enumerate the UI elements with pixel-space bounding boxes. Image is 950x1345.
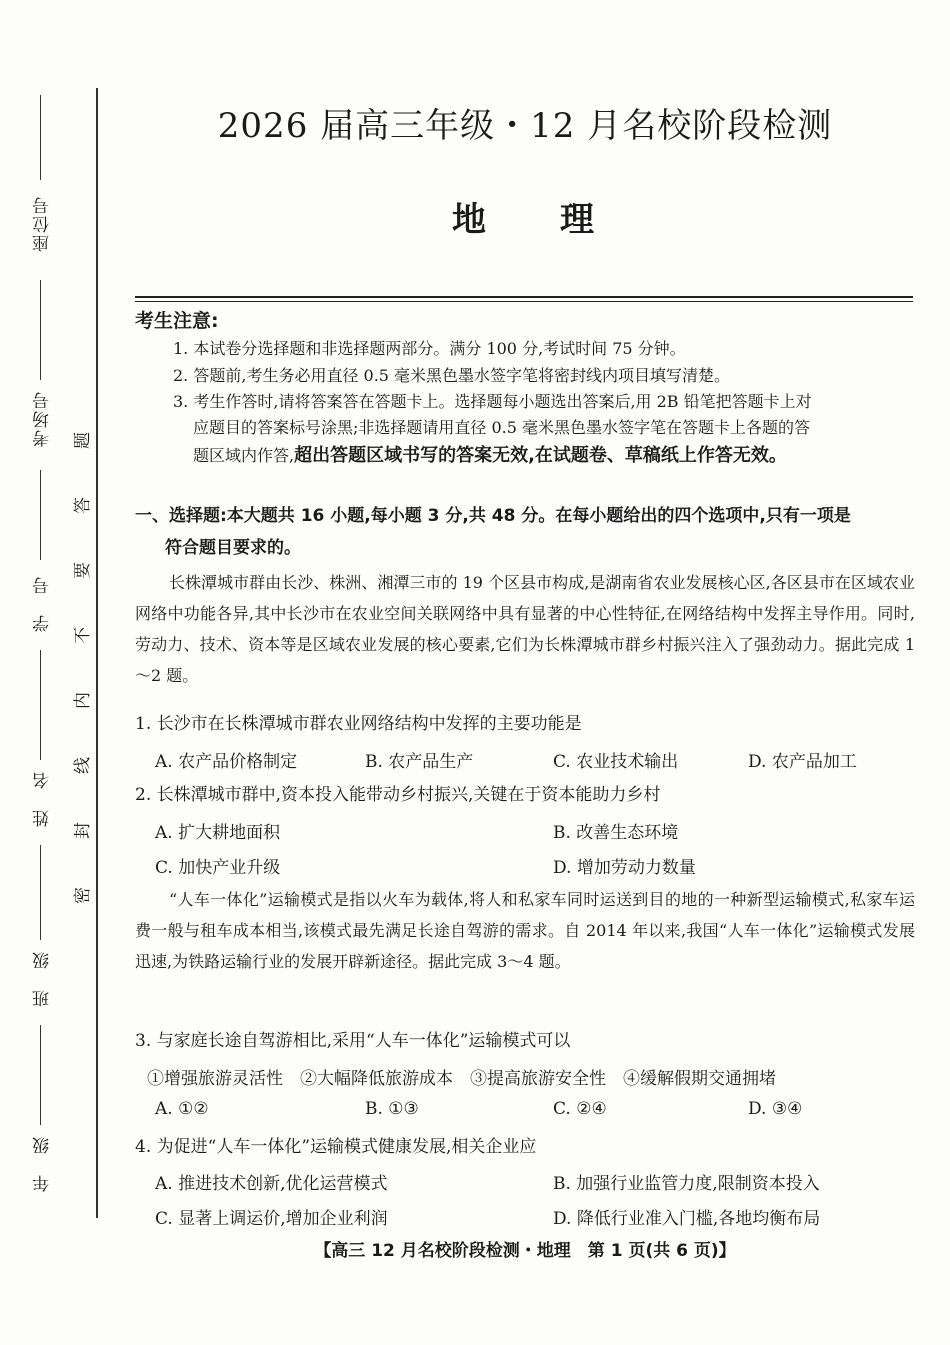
- seal-char: 题: [72, 432, 93, 449]
- q1-option-b: B. 农产品生产: [365, 752, 474, 772]
- q1-option-c: C. 农业技术输出: [553, 752, 679, 772]
- exam-title: 2026 届高三年级・12 月名校阶段检测: [217, 106, 833, 146]
- class-label: 班 级: [33, 950, 53, 1007]
- question-4-stem: 4. 为促进“人车一体化”运输模式健康发展,相关企业应: [135, 1137, 537, 1157]
- subject-title: [135, 192, 915, 241]
- subject-char-1: 地: [452, 200, 490, 240]
- divider-thin: [135, 301, 913, 302]
- q3-statements: ①增强旅游灵活性 ②大幅降低旅游成本 ③提高旅游安全性 ④缓解假期交通拥堵: [147, 1069, 776, 1089]
- section-1-line-1: 一、选择题:本大题共 16 小题,每小题 3 分,共 48 分。在每小题给出的四个选项中,只有一项是: [135, 506, 851, 526]
- q2-option-c: C. 加快产业升级: [155, 858, 281, 878]
- room-label: 考场号: [33, 390, 53, 447]
- question-2-stem: 2. 长株潭城市群中,资本投入能带动乡村振兴,关键在于资本能助力乡村: [135, 785, 661, 805]
- student-id-label: 学 号: [33, 575, 53, 632]
- q2-option-a: A. 扩大耕地面积: [155, 823, 281, 843]
- name-label: 姓 名: [33, 770, 53, 827]
- notice-item-1: 1. 本试卷分选择题和非选择题两部分。满分 100 分,考试时间 75 分钟。: [173, 339, 686, 358]
- grade-label: 年 级: [33, 1135, 53, 1192]
- binding-margin: [0, 0, 100, 1345]
- section-1-line-2: 符合题目要求的。: [165, 538, 301, 558]
- divider-thick: [135, 296, 913, 298]
- seal-char: 内: [72, 692, 93, 709]
- notice-item-3-line-1: 3. 考生作答时,请将答案答在答题卡上。选择题每小题选出答案后,用 2B 铅笔把答题卡上对: [173, 392, 812, 411]
- seal-char: 线: [72, 757, 93, 774]
- q3-option-d: D. ③④: [748, 1099, 803, 1119]
- q1-option-d: D. 农产品加工: [748, 752, 857, 772]
- seat-label: 座位号: [33, 195, 53, 252]
- seal-char: 答: [72, 497, 93, 514]
- q3-option-b: B. ①③: [365, 1099, 419, 1119]
- section-1-heading: [135, 500, 915, 564]
- notice-item-3-line-3: [193, 442, 933, 469]
- room-blank-line: [40, 280, 41, 380]
- q4-option-c: C. 显著上调运价,增加企业利润: [155, 1209, 388, 1229]
- q2-option-b: B. 改善生态环境: [553, 823, 679, 843]
- passage-1: 长株潭城市群由长沙、株洲、湘潭三市的 19 个区县市构成,是湖南省农业发展核心区,各区县市在区域农业网络中功能各异,其中长沙市在农业空间关联网络中具有显著的中心性特征,在网络结构中发挥主导作用。同时,劳动力、技术、资本等是区域农业发展的核心要素,它们为长株潭城市群乡村振兴注入了强劲动力。据此完成 1～2 题。: [135, 573, 915, 685]
- seal-char: 要: [72, 562, 93, 579]
- q3-option-c: C. ②④: [553, 1099, 607, 1119]
- q4-option-b: B. 加强行业监管力度,限制资本投入: [553, 1174, 820, 1194]
- q2-option-d: D. 增加劳动力数量: [553, 858, 696, 878]
- class-blank-line: [40, 845, 41, 940]
- seal-char: 密: [72, 887, 93, 904]
- name-blank-line: [40, 650, 41, 760]
- seat-blank-line: [40, 95, 41, 180]
- q4-option-a: A. 推进技术创新,优化运营模式: [155, 1174, 388, 1194]
- page-footer: 【高三 12 月名校阶段检测・地理 第 1 页(共 6 页)】: [314, 1241, 736, 1261]
- q3-option-a: A. ①②: [155, 1099, 209, 1119]
- notice-item-3-text: 题区域内作答,: [193, 446, 295, 465]
- seal-line-text: [68, 428, 92, 908]
- binding-line: [96, 88, 98, 1218]
- question-3-stem: 3. 与家庭长途自驾游相比,采用“人车一体化”运输模式可以: [135, 1031, 571, 1051]
- passage-2: “人车一体化”运输模式是指以火车为载体,将人和私家车同时运送到目的地的一种新型运输模式,私家车运费一般与租车成本相当,该模式最先满足长途自驾游的需求。自 2014 年以来,我国“人车一体化”运输模式发展迅速,为铁路运输行业的发展开辟新途径。据此完成 3～4 题。: [135, 890, 915, 971]
- notice-item-3-line-2: 应题目的答案标号涂黑;非选择题请用直径 0.5 毫米黑色墨水签字笔在答题卡上各题的答: [193, 418, 811, 437]
- q1-option-a: A. 农产品价格制定: [155, 752, 298, 772]
- seal-char: 封: [72, 822, 93, 839]
- grade-blank-line: [40, 1025, 41, 1125]
- subject-char-2: 理: [560, 200, 598, 240]
- student-id-blank-line: [40, 470, 41, 560]
- notice-emphasis: 超出答题区域书写的答案无效,在试题卷、草稿纸上作答无效。: [294, 445, 787, 466]
- seal-char: 不: [72, 627, 93, 644]
- notice-title: 考生注意:: [135, 310, 219, 332]
- question-1-stem: 1. 长沙市在长株潭城市群农业网络结构中发挥的主要功能是: [135, 714, 582, 734]
- q4-option-d: D. 降低行业准入门槛,各地均衡布局: [553, 1209, 821, 1229]
- notice-item-2: 2. 答题前,考生务必用直径 0.5 毫米黑色墨水签字笔将密封线内项目填写清楚。: [173, 366, 731, 385]
